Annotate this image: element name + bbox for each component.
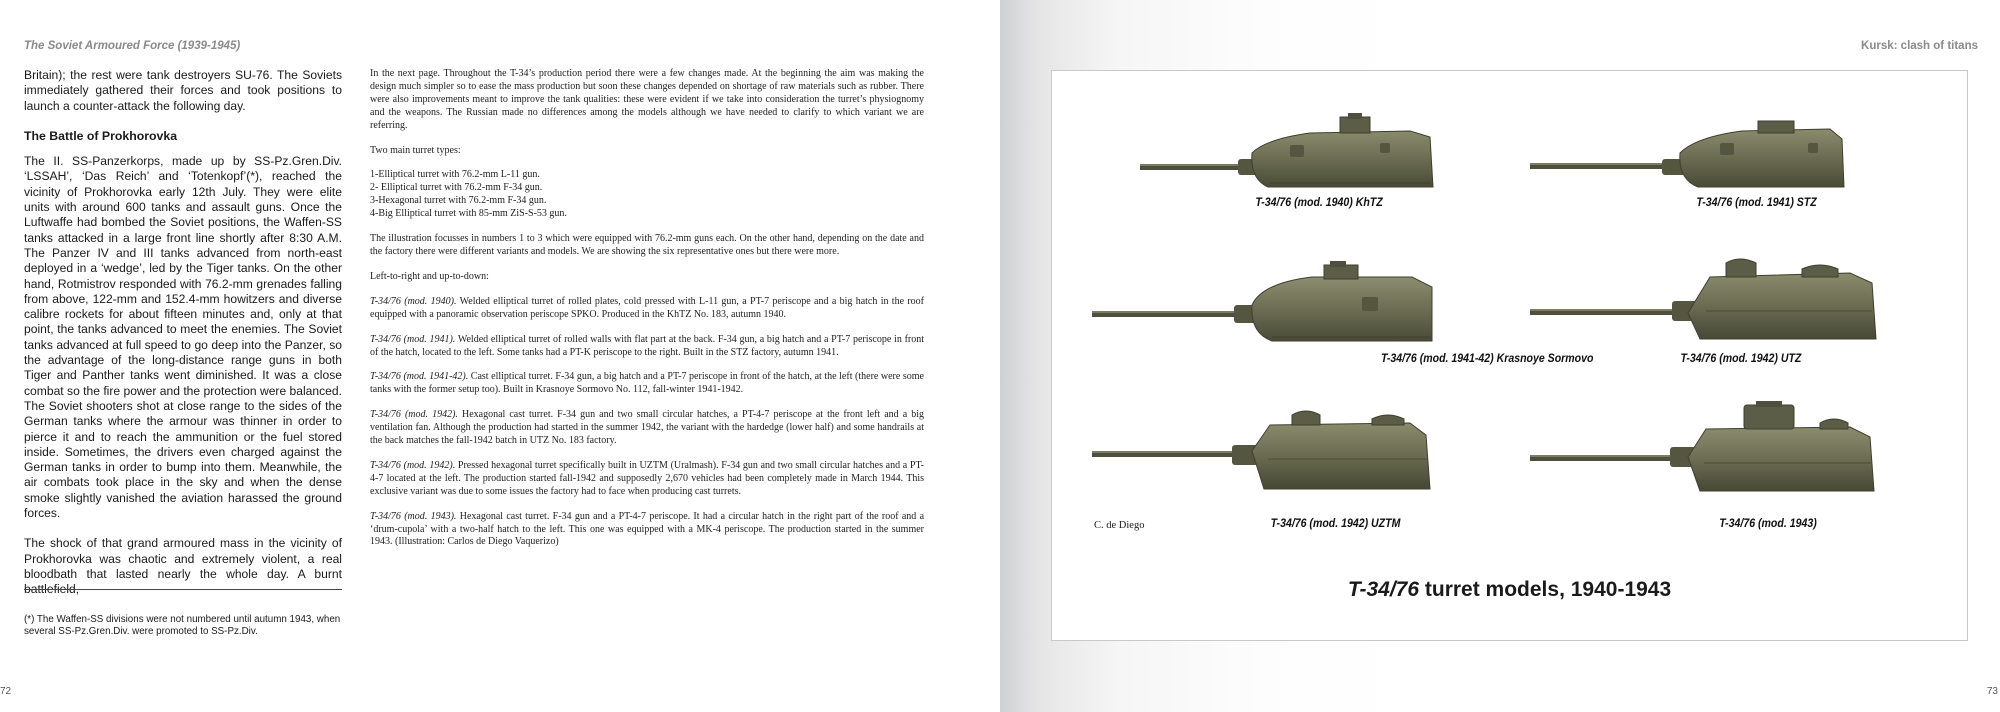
illustrator-credit: C. de Diego (1094, 520, 1145, 531)
footnote-divider (24, 589, 342, 590)
turret-label: T-34/76 (mod. 1941) STZ (1696, 195, 1817, 209)
paragraph-battle: The II. SS-Panzerkorps, made up by SS-Pz.Gren.Div. ‘LSSAH’, ‘Das Reich’ and ‘Totenkopf’(*), reached the vicinity of Prokhorovka early 12th July. They were elite units with around 600 tanks and assault guns. Once the Luftwaffe had bombed the Soviet positions, the Waffen-SS tanks attacked in a large front line shortly after 8:30 A.M. The Panzer IV and III tanks advanced from north-east deployed in a ‘wedge’, led by the Tiger tanks. On the other hand, Rotmistrov responded with 76.2-mm grenades falling from above, 122-mm and 152.4-mm howitzers and diverse calibre rockets for about fifteen minutes and, only at that point, the tanks advanced to meet the enemies. The Soviet tanks advanced at full speed to go deep into the Panzer, so the advantage of the long-distance range guns in both Tiger and Panther tanks went diminished. It was a close combat so the fire power and the protection were balanced. The Soviet shooters shot at close range to the sides of the German tanks where the armour was thinner in order to pierce it and to reach the ammunition or the fuel stored inside. Sometimes, the drivers even charged against the German tanks in order to bump into them. Meanwhile, the air combats took place in the sky and when the dense smoke slightly vanished the aviation harassed the ground forces. (24, 154, 342, 521)
model-name: T-34/76 (mod. 1941-42). (370, 371, 469, 383)
illustration-note: The illustration focusses in numbers 1 to 3 which were equipped with 76.2-mm guns each. On the other hand, depending on the date and the factory there were different variants and models. We are showing the six representative ones but there were more. (370, 233, 924, 257)
model-description (370, 460, 924, 499)
list-item: 4-Big Elliptical turret with 85-mm ZiS-S-53 gun. (370, 208, 567, 220)
model-description (370, 511, 924, 550)
paragraph-continuation: Britain); the rest were tank destroyers SU-76. The Soviets immediately gathered their forces and took positions to launch a counter-attack the following day. (24, 68, 342, 113)
model-description (370, 371, 924, 397)
model-name: T-34/76 (mod. 1942). (370, 459, 456, 471)
paragraph-shock: The shock of that grand armoured mass in the vicinity of Prokhorovka was chaotic and extremely violent, a real bloodbath that lasted nearly the whole day. A burnt battlefield, (24, 536, 342, 597)
turret-label: T-34/76 (mod. 1941-42) Krasnoye Sormovo (1380, 351, 1593, 365)
turret-label: T-34/76 (mod. 1942) UTZ (1680, 351, 1801, 365)
model-text: Hexagonal cast turret. F-34 gun and a PT-4-7 periscope. It had a circular hatch in the right part of the roof and a ‘drum-cupola’ with a two-half hatch to the left. This one was equipped with a MK-4 periscope. The production started in the summer 1943. (Illustration: Carlos de Diego Vaquerizo) (370, 510, 925, 548)
list-item: 1-Elliptical turret with 76.2-mm L-11 gun. (370, 169, 540, 181)
running-head-right: Kursk: clash of titans (1861, 40, 1978, 52)
right-page (1000, 0, 2000, 712)
model-description (370, 296, 924, 322)
turret-label: T-34/76 (mod. 1940) KhTZ (1255, 195, 1383, 209)
caption-column (370, 68, 924, 561)
order-note: Left-to-right and up-to-down: (370, 270, 489, 282)
turret-mod-1941-42-krasnoye-sormovo-drawing (1092, 261, 1442, 349)
model-text: Welded elliptical turret of rolled plates, cold pressed with L-11 gun, a PT-7 periscope and a big hatch in the roof equipped with a panoramic observation periscope SPKO. Produced in the KhTZ No. 183, autumn 1940. (370, 295, 925, 320)
footnote: (*) The Waffen-SS divisions were not numbered until autumn 1943, when several SS-Pz.Gren.Div. were promoted to SS-Pz.Div. (24, 614, 341, 637)
model-name: T-34/76 (mod. 1941). (370, 333, 456, 345)
illustration-title-rest: turret models, 1940-1943 (1419, 578, 1672, 601)
model-description (370, 334, 924, 360)
turret-mod-1943-drawing (1530, 401, 1880, 497)
model-text: Cast elliptical turret. F-34 gun, a big hatch and a PT-7 periscope in front of the hatch, at the left (there were some tanks with the former setup too). Built in Krasnoye Sormovo No. 112, fall-winter 1941-1942. (370, 371, 924, 396)
illustration-title (1052, 578, 1967, 602)
page-number-right: 73 (1986, 686, 1998, 697)
turret-label: T-34/76 (mod. 1943) (1719, 516, 1817, 530)
running-head-left: The Soviet Armoured Force (1939-1945) (24, 40, 241, 52)
turret-illustration-plate (1051, 70, 1968, 641)
turret-mod-1941-stz-drawing (1530, 119, 1850, 194)
turret-types-list (370, 169, 924, 221)
list-item: 3-Hexagonal turret with 76.2-mm F-34 gun. (370, 195, 547, 207)
turret-mod-1942-utz-drawing (1530, 253, 1882, 345)
section-heading: The Battle of Prokhorovka (24, 128, 178, 143)
model-text: Pressed hexagonal turret specifically built in UZTM (Uralmash). F-34 gun and two small circular hatches and a PT-4-7 located at the left. The production started fall-1942 and supposedly 2,670 vehicles had been completely made in March 1944. This exclusive variant was due to some issues the factory had to face when producing cast turrets. (370, 459, 925, 497)
page-number-left: 72 (0, 686, 12, 697)
list-item: 2- Elliptical turret with 76.2-mm F-34 gun. (370, 182, 543, 194)
model-text: Welded elliptical turret of rolled walls with flat part at the back. F-34 gun, a big hatch and a PT-7 periscope in front of the hatch, located to the left. Some tanks had a PT-K periscope to the right. Built in the STZ factory, autumn 1941. (370, 333, 925, 358)
caption-intro: In the next page. Throughout the T-34’s production period there were a few changes made. At the beginning the aim was making the design much simpler so to ease the mass production but soon these changes depended on shortage of raw materials such as rubber. There were also improvements meant to improve the tank qualities: these were evident if we take into consideration the turret’s physiognomy and the weapons. The Russian made no differences among the models although we have needed to clarify to which variant we are referring. (370, 68, 924, 131)
main-text-column (24, 68, 342, 613)
model-description (370, 409, 924, 448)
model-name: T-34/76 (mod. 1940). (370, 295, 457, 307)
turret-label: T-34/76 (mod. 1942) UZTM (1270, 516, 1400, 530)
turret-mod-1942-uztm-drawing (1092, 407, 1437, 497)
model-name: T-34/76 (mod. 1942). (370, 409, 458, 421)
model-name: T-34/76 (mod. 1943). (370, 510, 457, 522)
illustration-title-italic: T-34/76 (1347, 578, 1420, 601)
turret-types-title: Two main turret types: (370, 144, 461, 156)
turret-mod-1940-khtz-drawing (1140, 113, 1442, 193)
model-text: Hexagonal cast turret. F-34 gun and two small circular hatches, a PT-4-7 periscope at the front left and a big ventilation fan. Although the production had started in the summer 1942, the variant with the hardedge (lower half) and some handrails at the back matches the fall-1942 batch in UTZ No. 183 factory. (370, 409, 924, 447)
